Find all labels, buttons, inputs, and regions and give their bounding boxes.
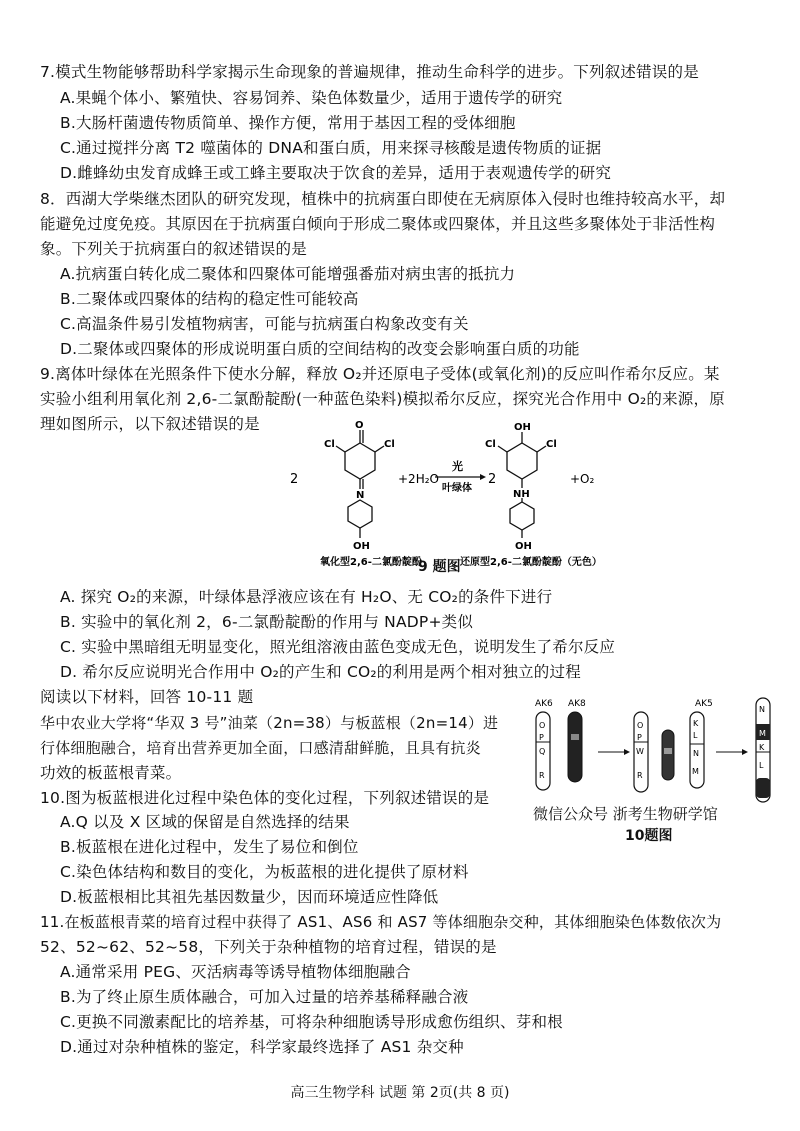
q8-option-a: A.抗病蛋白转化成二聚体和四聚体可能增强番茄对病虫害的抵抗力 [60,265,516,283]
q7-stem: 7.模式生物能够帮助科学家揭示生命现象的普遍规律，推动生命科学的进步。下列叙述错误的是 [40,63,699,81]
q11-option-b: B.为了终止原生质体融合，可加入过量的培养基稀释融合液 [60,988,469,1006]
fig9-caption: 9 题图 [418,559,461,575]
label-ak5-top: AK5 [695,699,713,709]
atom-cl-left-2: Cl [485,439,496,450]
arrow-2-head [742,749,748,755]
ak6-letter-0: O [539,721,546,730]
ak6-letter-1: P [539,733,544,742]
ak6-letter-2: Q [539,747,546,756]
chromosome-small [662,730,674,780]
mid-letter-0: O [637,721,644,730]
q8-option-d: D.二聚体或四聚体的形成说明蛋白质的空间结构的改变会影响蛋白质的功能 [60,340,580,358]
q7-option-a: A.果蝇个体小、繁殖快、容易饲养、染色体数量少，适用于遗传学的研究 [60,89,563,107]
atom-cl-right: Cl [384,439,395,450]
coef-right: 2 [488,472,497,487]
label-oxidized: 氧化型2,6-二氯酚靛酚 [320,557,422,568]
final-letter-3: L [759,761,764,770]
material-line3: 功效的板蓝根青菜。 [40,764,182,782]
q9-stem-line3: 理如图所示，以下叙述错误的是 [40,415,260,433]
ak5-letter-2: N [693,749,699,758]
atom-cl-right-2: Cl [546,439,557,450]
q10-stem: 10.图为板蓝根进化过程中染色体的变化过程，下列叙述错误的是 [40,789,490,807]
q9-option-d: D. 希尔反应说明光合作用中 O₂的产生和 CO₂的利用是两个相对独立的过程 [60,663,581,681]
fig10-caption: 10题图 [625,828,673,844]
atom-nh: NH [513,489,530,500]
q7-option-d: D.雌蜂幼虫发育成蜂王或工蜂主要取决于饮食的差异，适用于表观遗传学的研究 [60,164,612,182]
q7-option-c: C.通过搅拌分离 T2 噬菌体的 DNA和蛋白质，用来探寻核酸是遗传物质的证据 [60,139,602,157]
q7-option-b: B.大肠杆菌遗传物质简单、操作方便，常用于基因工程的受体细胞 [60,114,516,132]
atom-cl-left: Cl [324,439,335,450]
q8-option-b: B.二聚体或四聚体的结构的稳定性可能较高 [60,290,359,308]
q8-stem-line1: 8．西湖大学柴继杰团队的研究发现，植株中的抗病蛋白即使在无病原体入侵时也维持较高水平，却 [40,190,726,208]
reaction-arrowhead [480,474,486,480]
material-line2: 行体细胞融合，培育出营养更加全面，口感清甜鲜脆，且具有抗炎 [40,739,481,757]
q8-stem-line3: 象。下列关于抗病蛋白的叙述错误的是 [40,240,307,258]
q8-stem-line2: 能避免过度免疫。其原因在于抗病蛋白倾向于形成二聚体或四聚体，并且这些多聚体处于非活性构 [40,215,716,233]
atom-oh-bottom: OH [515,541,532,552]
watermark-text: 微信公众号 浙考生物研学馆 [533,805,718,823]
label-ak8: AK8 [568,699,586,709]
q10-option-d: D.板蓝根相比其祖先基因数量少，因而环境适应性降低 [60,888,439,906]
q11-option-c: C.更换不同激素配比的培养基，可将杂种细胞诱导形成愈伤组织、芽和根 [60,1013,563,1031]
ak5-letter-3: M [692,767,699,776]
q9-option-c: C. 实验中黑暗组无明显变化，照光组溶液由蓝色变成无色，说明发生了希尔反应 [60,638,616,656]
oxidized-molecule [336,430,384,538]
mid-letter-2: W [636,747,644,756]
q9-option-b: B. 实验中的氧化剂 2，6-二氯酚靛酚的作用与 NADP+类似 [60,613,474,631]
hill-reaction-figure [290,418,700,568]
q10-option-b: B.板蓝根在进化过程中，发生了易位和倒位 [60,838,359,856]
final-letter-2: K [759,743,765,752]
q11-option-a: A.通常采用 PEG、灭活病毒等诱导植物体细胞融合 [60,963,411,981]
q9-stem-line1: 9.离体叶绿体在光照条件下使水分解，释放 O₂并还原电子受体(或氧化剂)的反应叫作希尔反应。某 [40,365,720,383]
q8-option-c: C.高温条件易引发植物病害，可能与抗病蛋白构象改变有关 [60,315,469,333]
mid-letter-3: R [637,771,643,780]
chromosome-ak8 [568,712,582,782]
mid-letter-1: P [637,733,642,742]
q9-stem-line2: 实验小组利用氧化剂 2,6-二氯酚靛酚(一种蓝色染料)模拟希尔反应，探究光合作用中 O₂的来源，原 [40,390,725,408]
atom-oh-left: OH [353,541,370,552]
arrow-label-light: 光 [452,460,463,473]
atom-oh-top: OH [514,422,531,433]
page-footer: 高三生物学科 试题 第 2页(共 8 页) [290,1085,510,1101]
q10-option-c: C.染色体结构和数目的变化，为板蓝根的进化提供了原材料 [60,863,469,881]
coef-left: 2 [290,472,299,487]
arrow-label-chloroplast: 叶绿体 [442,483,472,494]
q11-stem-line2: 52、52~62、52~58，下列关于杂种植物的培育过程，错误的是 [40,938,497,956]
q11-stem-line1: 11.在板蓝根青菜的培育过程中获得了 AS1、AS6 和 AS7 等体细胞杂交种，其体细胞染色体数依次为 [40,913,722,931]
ak5-letter-0: K [693,719,699,728]
arrow-1-head [624,749,630,755]
ak5-letter-1: L [693,731,698,740]
oxygen-term: +O₂ [570,472,595,486]
label-reduced: 还原型2,6-二氯酚靛酚（无色） [460,557,602,568]
material-line1: 华中农业大学将“华双 3 号”油菜（2n=38）与板蓝根（2n=14）进 [40,714,499,732]
q11-option-d: D.通过对杂种植株的鉴定，科学家最终选择了 AS1 杂交种 [60,1038,464,1056]
ak6-letter-3: R [539,771,545,780]
label-ak6: AK6 [535,699,553,709]
q9-option-a: A. 探究 O₂的来源，叶绿体悬浮液应该在有 H₂O、无 CO₂的条件下进行 [60,588,553,606]
atom-n: N [356,490,365,501]
material-intro: 阅读以下材料，回答 10-11 题 [40,688,254,706]
q10-option-a: A.Q 以及 X 区域的保留是自然选择的结果 [60,813,350,831]
final-letter-0: N [759,705,765,714]
reduced-molecule [498,432,546,538]
water-term: +2H₂O [398,472,439,486]
atom-o: O [355,420,364,431]
final-letter-1: M [759,729,766,738]
